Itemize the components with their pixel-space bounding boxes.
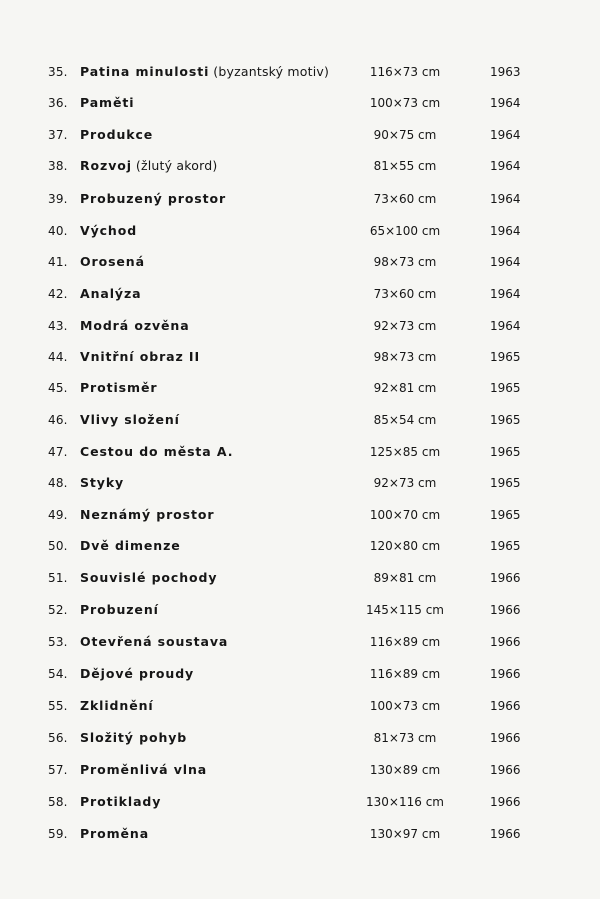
entry-year: 1966 (490, 571, 521, 585)
entry-title-main: Rozvoj (80, 158, 132, 173)
entry-title (80, 728, 187, 748)
entry-title-main: Východ (80, 223, 138, 238)
entry-year: 1966 (490, 763, 521, 777)
entry-year: 1966 (490, 699, 521, 713)
entry-title-main: Neznámý prostor (80, 507, 215, 522)
catalog-entry (0, 252, 600, 272)
entry-title (80, 252, 145, 272)
entry-title-main: Protisměr (80, 380, 158, 395)
entry-dimensions: 92×73 cm (373, 319, 437, 333)
entry-number: 58. (48, 795, 68, 809)
entry-title-main: Vlivy složení (80, 412, 180, 427)
entry-year: 1965 (490, 350, 521, 364)
entry-year: 1964 (490, 255, 521, 269)
entry-dimensions: 100×73 cm (369, 699, 441, 713)
entry-number: 37. (48, 128, 68, 142)
entry-year: 1966 (490, 795, 521, 809)
entry-title-main: Cestou do města A. (80, 444, 234, 459)
entry-dimensions: 116×89 cm (369, 635, 441, 649)
catalog-entry (0, 221, 600, 241)
catalog-entry (0, 824, 600, 844)
entry-number: 52. (48, 603, 68, 617)
entry-year: 1966 (490, 603, 521, 617)
entry-title-main: Zklidnění (80, 698, 154, 713)
entry-title (80, 792, 161, 812)
entry-title (80, 442, 233, 462)
entry-dimensions: 116×73 cm (369, 65, 441, 79)
entry-number: 44. (48, 350, 68, 364)
entry-dimensions: 116×89 cm (369, 667, 441, 681)
catalog-entry (0, 728, 600, 748)
entry-title-main: Souvislé pochody (80, 570, 218, 585)
catalog-entry (0, 316, 600, 336)
entry-year: 1964 (490, 224, 521, 238)
entry-title (80, 93, 134, 113)
entry-title (80, 284, 141, 304)
entry-dimensions: 73×60 cm (373, 192, 437, 206)
entry-title-subtitle: (byzantský motiv) (213, 64, 330, 79)
entry-title (80, 473, 124, 493)
entry-title-main: Orosená (80, 254, 145, 269)
entry-number: 47. (48, 445, 68, 459)
entry-number: 56. (48, 731, 68, 745)
entry-year: 1964 (490, 287, 521, 301)
entry-title (80, 316, 190, 336)
entry-title-main: Složitý pohyb (80, 730, 188, 745)
entry-year: 1964 (490, 96, 521, 110)
entry-number: 46. (48, 413, 68, 427)
entry-number: 43. (48, 319, 68, 333)
catalog-entry (0, 125, 600, 145)
entry-title-main: Modrá ozvěna (80, 318, 190, 333)
entry-number: 59. (48, 827, 68, 841)
entry-title-main: Proměnlivá vlna (80, 762, 208, 777)
entry-year: 1965 (490, 539, 521, 553)
entry-title-main: Dějové proudy (80, 666, 195, 681)
entry-title-main: Protiklady (80, 794, 162, 809)
catalog-entry (0, 568, 600, 588)
entry-dimensions: 73×60 cm (373, 287, 437, 301)
entry-number: 55. (48, 699, 68, 713)
catalog-entry (0, 505, 600, 525)
catalog-entry (0, 664, 600, 684)
entry-year: 1964 (490, 192, 521, 206)
entry-number: 45. (48, 381, 68, 395)
entry-year: 1964 (490, 159, 521, 173)
catalog-entry (0, 284, 600, 304)
entry-dimensions: 130×97 cm (369, 827, 441, 841)
entry-title-main: Paměti (80, 95, 135, 110)
catalog-entry (0, 792, 600, 812)
catalog-entry (0, 189, 600, 209)
entry-title (80, 221, 137, 241)
entry-year: 1964 (490, 319, 521, 333)
entry-title (80, 632, 228, 652)
entry-title-main: Probuzení (80, 602, 159, 617)
entry-dimensions: 81×73 cm (373, 731, 437, 745)
entry-number: 39. (48, 192, 68, 206)
entry-year: 1965 (490, 445, 521, 459)
entry-dimensions: 98×73 cm (373, 350, 437, 364)
catalog-entry (0, 156, 600, 176)
entry-title (80, 824, 149, 844)
catalog-entry (0, 632, 600, 652)
entry-dimensions: 89×81 cm (373, 571, 437, 585)
catalog-entry (0, 760, 600, 780)
entry-title (80, 156, 217, 176)
entry-title (80, 347, 200, 367)
entry-dimensions: 100×73 cm (369, 96, 441, 110)
entry-title (80, 378, 157, 398)
entry-title-main: Proměna (80, 826, 150, 841)
entry-dimensions: 120×80 cm (369, 539, 441, 553)
entry-year: 1964 (490, 128, 521, 142)
entry-number: 48. (48, 476, 68, 490)
entry-year: 1966 (490, 731, 521, 745)
entry-title (80, 125, 153, 145)
catalog-entry (0, 600, 600, 620)
entry-title-subtitle: (žlutý akord) (135, 158, 218, 173)
catalog-entry (0, 93, 600, 113)
entry-number: 38. (48, 159, 68, 173)
entry-title-main: Dvě dimenze (80, 538, 181, 553)
catalog-entry (0, 536, 600, 556)
catalog-entry (0, 347, 600, 367)
entry-dimensions: 145×115 cm (366, 603, 444, 617)
entry-dimensions: 92×81 cm (373, 381, 437, 395)
entry-year: 1966 (490, 827, 521, 841)
entry-dimensions: 92×73 cm (373, 476, 437, 490)
entry-dimensions: 81×55 cm (373, 159, 437, 173)
entry-number: 36. (48, 96, 68, 110)
entry-title-main: Styky (80, 475, 125, 490)
entry-dimensions: 125×85 cm (369, 445, 441, 459)
entry-title (80, 760, 207, 780)
catalog-entry (0, 442, 600, 462)
entry-year: 1965 (490, 476, 521, 490)
entry-title (80, 600, 159, 620)
entry-number: 51. (48, 571, 68, 585)
entry-title (80, 189, 226, 209)
catalog-entry (0, 410, 600, 430)
entry-number: 42. (48, 287, 68, 301)
entry-title-main: Produkce (80, 127, 154, 142)
entry-year: 1966 (490, 635, 521, 649)
entry-year: 1965 (490, 381, 521, 395)
entry-number: 41. (48, 255, 68, 269)
entry-title-main: Vnitřní obraz II (80, 349, 200, 364)
entry-number: 49. (48, 508, 68, 522)
entry-number: 40. (48, 224, 68, 238)
entry-dimensions: 90×75 cm (373, 128, 437, 142)
catalog-entry (0, 696, 600, 716)
entry-number: 50. (48, 539, 68, 553)
entry-year: 1966 (490, 667, 521, 681)
entry-year: 1965 (490, 508, 521, 522)
entry-title (80, 536, 181, 556)
entry-number: 53. (48, 635, 68, 649)
entry-title (80, 505, 214, 525)
entry-dimensions: 130×116 cm (366, 795, 444, 809)
entry-dimensions: 65×100 cm (369, 224, 441, 238)
entry-dimensions: 130×89 cm (369, 763, 441, 777)
entry-number: 35. (48, 65, 68, 79)
entry-title-main: Otevřená soustava (80, 634, 229, 649)
entry-number: 57. (48, 763, 68, 777)
entry-title-main: Patina minulosti (80, 64, 210, 79)
entry-dimensions: 85×54 cm (373, 413, 437, 427)
entry-title-main: Analýza (80, 286, 142, 301)
entry-title (80, 410, 180, 430)
entry-title (80, 696, 154, 716)
entry-dimensions: 98×73 cm (373, 255, 437, 269)
entry-year: 1963 (490, 65, 521, 79)
catalog-entry (0, 473, 600, 493)
entry-year: 1965 (490, 413, 521, 427)
entry-number: 54. (48, 667, 68, 681)
entry-title (80, 568, 217, 588)
entry-title (80, 664, 194, 684)
catalog-entry (0, 62, 600, 82)
entry-title-main: Probuzený prostor (80, 191, 227, 206)
catalog-entry (0, 378, 600, 398)
entry-title (80, 62, 329, 82)
entry-dimensions: 100×70 cm (369, 508, 441, 522)
